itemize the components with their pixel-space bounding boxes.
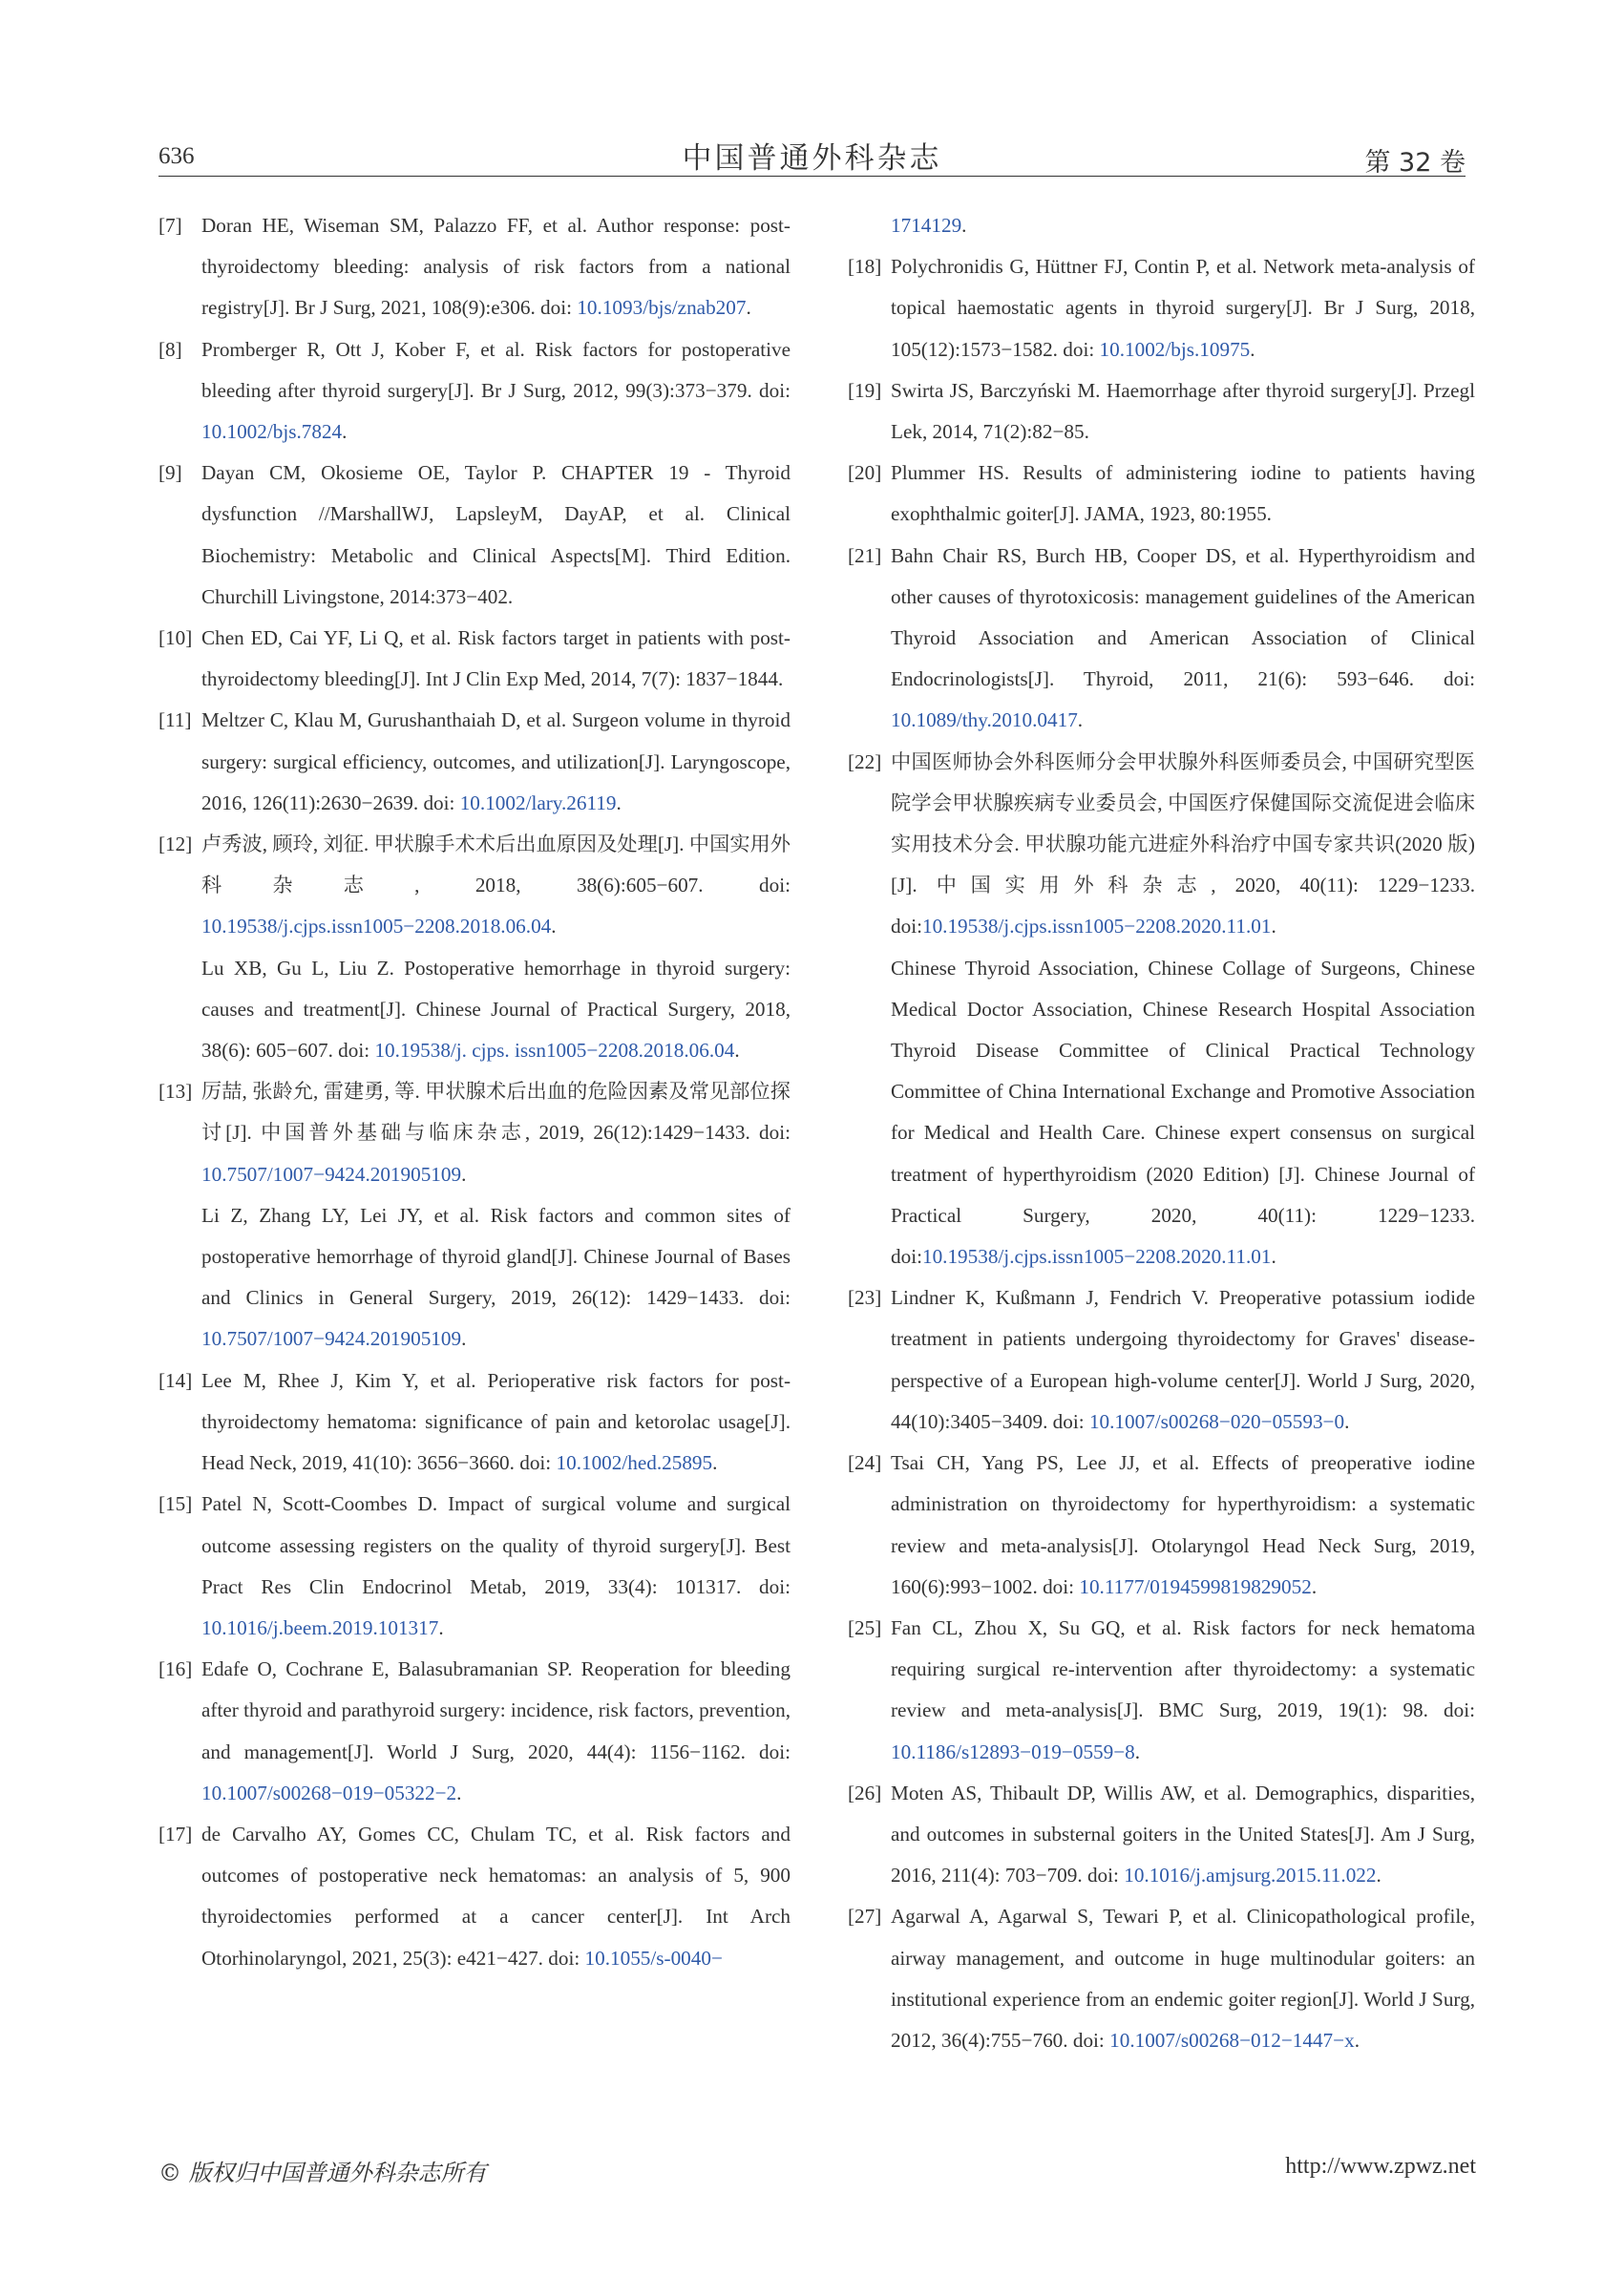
reference-entry [848, 948, 1475, 1278]
doi-link[interactable]: 10.1002/lary.26119 [459, 791, 617, 814]
doi-link[interactable]: 10.1055/s-0040− [584, 1946, 723, 1970]
journal-title: 中国普通外科杂志 [682, 141, 942, 176]
reference-number: [17] [158, 1822, 193, 1846]
reference-entry [848, 742, 1475, 948]
journal-url[interactable]: http://www.zpwz.net [1285, 2154, 1476, 2179]
reference-tail: . [1077, 708, 1084, 732]
reference-tail: . [456, 1781, 462, 1804]
reference-number: [20] [848, 461, 882, 485]
reference-entry [158, 1649, 791, 1814]
page-header [158, 126, 1466, 177]
reference-tail: . [746, 296, 751, 320]
page-number: 636 [158, 143, 195, 169]
reference-entry [848, 1608, 1475, 1773]
reference-number: [18] [848, 255, 882, 279]
doi-link[interactable]: 10.1093/bjs/znab207 [577, 296, 747, 320]
reference-tail: . [1134, 1740, 1141, 1763]
doi-link[interactable]: 10.1016/j.amjsurg.2015.11.022 [1124, 1864, 1377, 1888]
reference-text: Li Z, Zhang LY, Lei JY, et al. Risk factors and common sites of postoperative hemorrhage of thyroid gland[J]. Chinese Journal of Bases and Clinics in General Surgery, 2019, 26(12): 1429−1433. doi: [201, 1203, 791, 1310]
reference-text: Patel N, Scott-Coombes D. Impact of surgical volume and surgical outcome assessing registers on the quality of thyroid surgery[J]. Best Pract Res Clin Endocrinol Metab, 2019, 33(4): 101317. doi: [201, 1492, 791, 1598]
reference-tail: . [438, 1615, 444, 1639]
reference-number: [15] [158, 1492, 193, 1516]
reference-text: Chen ED, Cai YF, Li Q, et al. Risk factors target in patients with post-thyroidectomy bleeding[J]. Int J Clin Exp Med, 2014, 7(7): 1837−1844. [201, 626, 791, 691]
doi-link[interactable]: 10.1002/bjs.7824 [201, 420, 343, 444]
reference-number: [19] [848, 378, 882, 402]
reference-tail: . [342, 420, 348, 444]
reference-text: Meltzer C, Klau M, Gurushanthaiah D, et al. Surgeon volume in thyroid surgery: surgical efficiency, outcomes, and utilization[J]. Laryngoscope, 2016, 126(11):2630−2639. doi: [201, 708, 791, 814]
reference-tail: . [1271, 1245, 1276, 1269]
reference-number: [27] [848, 1905, 882, 1929]
reference-number: [10] [158, 626, 193, 650]
reference-tail: . [1354, 2028, 1360, 2052]
reference-text: Polychronidis G, Hüttner FJ, Contin P, et al. Network meta-analysis of topical haemostatic agents in thyroid surgery[J]. Br J Surg, 2018, 105(12):1573−1582. doi: [891, 255, 1475, 361]
reference-entry [848, 1443, 1475, 1608]
reference-tail: . [1271, 915, 1276, 939]
reference-entry [848, 246, 1475, 370]
doi-link[interactable]: 10.1186/s12893−019−0559−8 [891, 1740, 1135, 1763]
doi-link[interactable]: 10.19538/j.cjps.issn1005−2208.2020.11.01 [921, 1245, 1272, 1269]
reference-text: Fan CL, Zhou X, Su GQ, et al. Risk factors for neck hematoma requiring surgical re-intervention after thyroidectomy: a systematic review and meta-analysis[J]. BMC Surg, 2019, 19(1): 98. doi: [891, 1615, 1475, 1722]
reference-number: [24] [848, 1451, 882, 1475]
reference-tail: . [616, 791, 622, 814]
reference-entry [848, 205, 1475, 246]
reference-number: [7] [158, 214, 182, 237]
reference-tail: . [1344, 1409, 1350, 1433]
doi-link[interactable]: 10.19538/j. cjps. issn1005−2208.2018.06.04 [374, 1039, 735, 1063]
reference-text: Dayan CM, Okosieme OE, Taylor P. CHAPTER 19 - Thyroid dysfunction //MarshallWJ, LapsleyM, DayAP, et al. Clinical Biochemistry: Metabolic and Clinical Aspects[M]. Third Edition. Churchill Livingstone, 2014:373−402. [201, 461, 791, 608]
doi-link[interactable]: 10.1089/thy.2010.0417 [891, 708, 1078, 732]
reference-number: [22] [848, 749, 882, 773]
reference-entry [158, 700, 791, 824]
reference-text: Swirta JS, Barczyński M. Haemorrhage after thyroid surgery[J]. Przegl Lek, 2014, 71(2):82−85. [891, 378, 1475, 444]
doi-link[interactable]: 10.1007/s00268−020−05593−0 [1088, 1409, 1345, 1433]
reference-entry [158, 618, 791, 700]
reference-entry [158, 1814, 791, 1979]
reference-tail: . [1376, 1864, 1381, 1888]
reference-tail: . [551, 915, 557, 939]
doi-link[interactable]: 10.7507/1007−9424.201905109 [201, 1162, 462, 1186]
reference-number: [23] [848, 1286, 882, 1310]
doi-link[interactable]: 10.1007/s00268−019−05322−2 [201, 1781, 457, 1804]
reference-entry [158, 824, 791, 948]
reference-tail: . [1250, 337, 1255, 361]
doi-link[interactable]: 10.1177/0194599819829052 [1079, 1574, 1312, 1598]
reference-text: de Carvalho AY, Gomes CC, Chulam TC, et al. Risk factors and outcomes of postoperative neck hematomas: an analysis of 5, 900 thyroidectomies performed at a cancer center[J]. Int Arch Otorhinolaryngol, 2021, 25(3): e421−427. doi: [201, 1822, 791, 1970]
reference-tail: . [461, 1162, 467, 1186]
reference-entry [848, 453, 1475, 535]
reference-text: Doran HE, Wiseman SM, Palazzo FF, et al. Author response: post-thyroidectomy bleeding: analysis of risk factors from a national registry[J]. Br J Surg, 2021, 108(9):e306. doi: [201, 214, 791, 320]
reference-number: [12] [158, 833, 193, 856]
reference-entry [158, 1195, 791, 1360]
reference-text: Edafe O, Cochrane E, Balasubramanian SP. Reoperation for bleeding after thyroid and parathyroid surgery: incidence, risk factors, prevention, and management[J]. World J Surg, 2020, 44(4): 1156−1162. doi: [201, 1657, 791, 1763]
reference-tail: . [1311, 1574, 1318, 1598]
reference-entry [158, 329, 791, 453]
reference-entry [848, 1773, 1475, 1897]
reference-entry [158, 205, 791, 329]
reference-text: 卢秀波, 顾玲, 刘征. 甲状腺手术术后出血原因及处理[J]. 中国实用外科杂志, 2018, 38(6):605−607. doi: [201, 833, 791, 897]
reference-text: Lee M, Rhee J, Kim Y, et al. Perioperative risk factors for post-thyroidectomy hematoma: significance of pain and ketorolac usage[J]. Head Neck, 2019, 41(10): 3656−3660. doi: [201, 1368, 791, 1475]
references-right-column [848, 205, 1475, 2061]
reference-tail: . [461, 1327, 467, 1351]
reference-entry [158, 453, 791, 618]
doi-link[interactable]: 1714129 [891, 214, 962, 237]
reference-text: Bahn Chair RS, Burch HB, Cooper DS, et al. Hyperthyroidism and other causes of thyrotoxicosis: management guidelines of the American Thyroid Association and American Association of Clinical Endocrinologists[J]. Thyroid, 2011, 21(6): 593−646. doi: [891, 543, 1475, 691]
doi-link[interactable]: 10.19538/j.cjps.issn1005−2208.2020.11.01 [921, 915, 1272, 939]
reference-number: [11] [158, 708, 192, 732]
reference-tail: . [961, 214, 967, 237]
reference-number: [14] [158, 1368, 193, 1392]
reference-number: [26] [848, 1781, 882, 1804]
reference-number: [9] [158, 461, 182, 485]
reference-entry [158, 1484, 791, 1649]
references-left-column [158, 205, 791, 1979]
doi-link[interactable]: 10.1002/bjs.10975 [1099, 337, 1251, 361]
reference-number: [16] [158, 1657, 193, 1681]
reference-entry [848, 1896, 1475, 2061]
doi-link[interactable]: 10.1016/j.beem.2019.101317 [201, 1615, 439, 1639]
reference-number: [25] [848, 1615, 882, 1639]
reference-text: 厉喆, 张龄允, 雷建勇, 等. 甲状腺术后出血的危险因素及常见部位探讨[J]. 中国普外基础与临床杂志, 2019, 26(12):1429−1433. doi: [201, 1080, 791, 1145]
reference-entry [158, 1071, 791, 1195]
reference-text: Chinese Thyroid Association, Chinese Collage of Surgeons, Chinese Medical Doctor Association, Chinese Research Hospital Association Thyroid Disease Committee of Clinical Practical Technology Committee of China International Exchange and Promotive Association for Medical and Health Care. Chinese expert consensus on surgical treatment of hyperthyroidism (2020 Edition) [J]. Chinese Journal of Practical Surgery, 2020, 40(11): 1229−1233. doi: [891, 956, 1475, 1269]
reference-text: Tsai CH, Yang PS, Lee JJ, et al. Effects of preoperative iodine administration on thyroidectomy for hyperthyroidism: a systematic review and meta-analysis[J]. Otolaryngol Head Neck Surg, 2019, 160(6):993−1002. doi: [891, 1451, 1475, 1598]
reference-tail: . [712, 1451, 718, 1475]
doi-link[interactable]: 10.1002/hed.25895 [556, 1451, 713, 1475]
reference-text: 中国医师协会外科医师分会甲状腺外科医师委员会, 中国研究型医院学会甲状腺疾病专业委员会, 中国医疗保健国际交流促进会临床实用技术分会. 甲状腺功能亢进症外科治疗中国专家共识(2020 版)[J]. 中国实用外科杂志, 2020, 40(11): 1229−1233. doi: [891, 749, 1475, 939]
reference-text: Lu XB, Gu L, Liu Z. Postoperative hemorrhage in thyroid surgery: causes and treatment[J]. Chinese Journal of Practical Surgery, 2018, 38(6): 605−607. doi: [201, 956, 791, 1063]
reference-text: Promberger R, Ott J, Kober F, et al. Risk factors for postoperative bleeding after thyroid surgery[J]. Br J Surg, 2012, 99(3):373−379. doi: [201, 337, 791, 402]
copyright-notice: © 版权归中国普通外科杂志所有 [158, 2160, 487, 2186]
reference-entry [158, 1360, 791, 1485]
reference-text: Lindner K, Kußmann J, Fendrich V. Preoperative potassium iodide treatment in patients undergoing thyroidectomy for Graves' disease-perspective of a European high-volume center[J]. World J Surg, 2020, 44(10):3405−3409. doi: [891, 1286, 1475, 1433]
reference-tail: . [734, 1039, 740, 1063]
reference-text: Plummer HS. Results of administering iodine to patients having exophthalmic goiter[J]. JAMA, 1923, 80:1955. [891, 461, 1475, 526]
reference-entry [158, 948, 791, 1072]
doi-link[interactable]: 10.1007/s00268−012−1447−x [1109, 2028, 1355, 2052]
volume-label: 第 32 卷 [1364, 148, 1466, 178]
reference-entry [848, 370, 1475, 453]
reference-text: Agarwal A, Agarwal S, Tewari P, et al. Clinicopathological profile, airway management, and outcome in huge multinodular goiters: an institutional experience from an endemic goiter region[J]. World J Surg, 2012, 36(4):755−760. doi: [891, 1905, 1475, 2052]
reference-entry [848, 1277, 1475, 1443]
doi-link[interactable]: 10.7507/1007−9424.201905109 [201, 1327, 462, 1351]
reference-number: [21] [848, 543, 882, 567]
reference-number: [13] [158, 1080, 193, 1104]
reference-number: [8] [158, 337, 182, 361]
reference-entry [848, 536, 1475, 742]
reference-text: Moten AS, Thibault DP, Willis AW, et al. Demographics, disparities, and outcomes in substernal goiters in the United States[J]. Am J Surg, 2016, 211(4): 703−709. doi: [891, 1781, 1475, 1888]
doi-link[interactable]: 10.19538/j.cjps.issn1005−2208.2018.06.04 [201, 915, 552, 939]
